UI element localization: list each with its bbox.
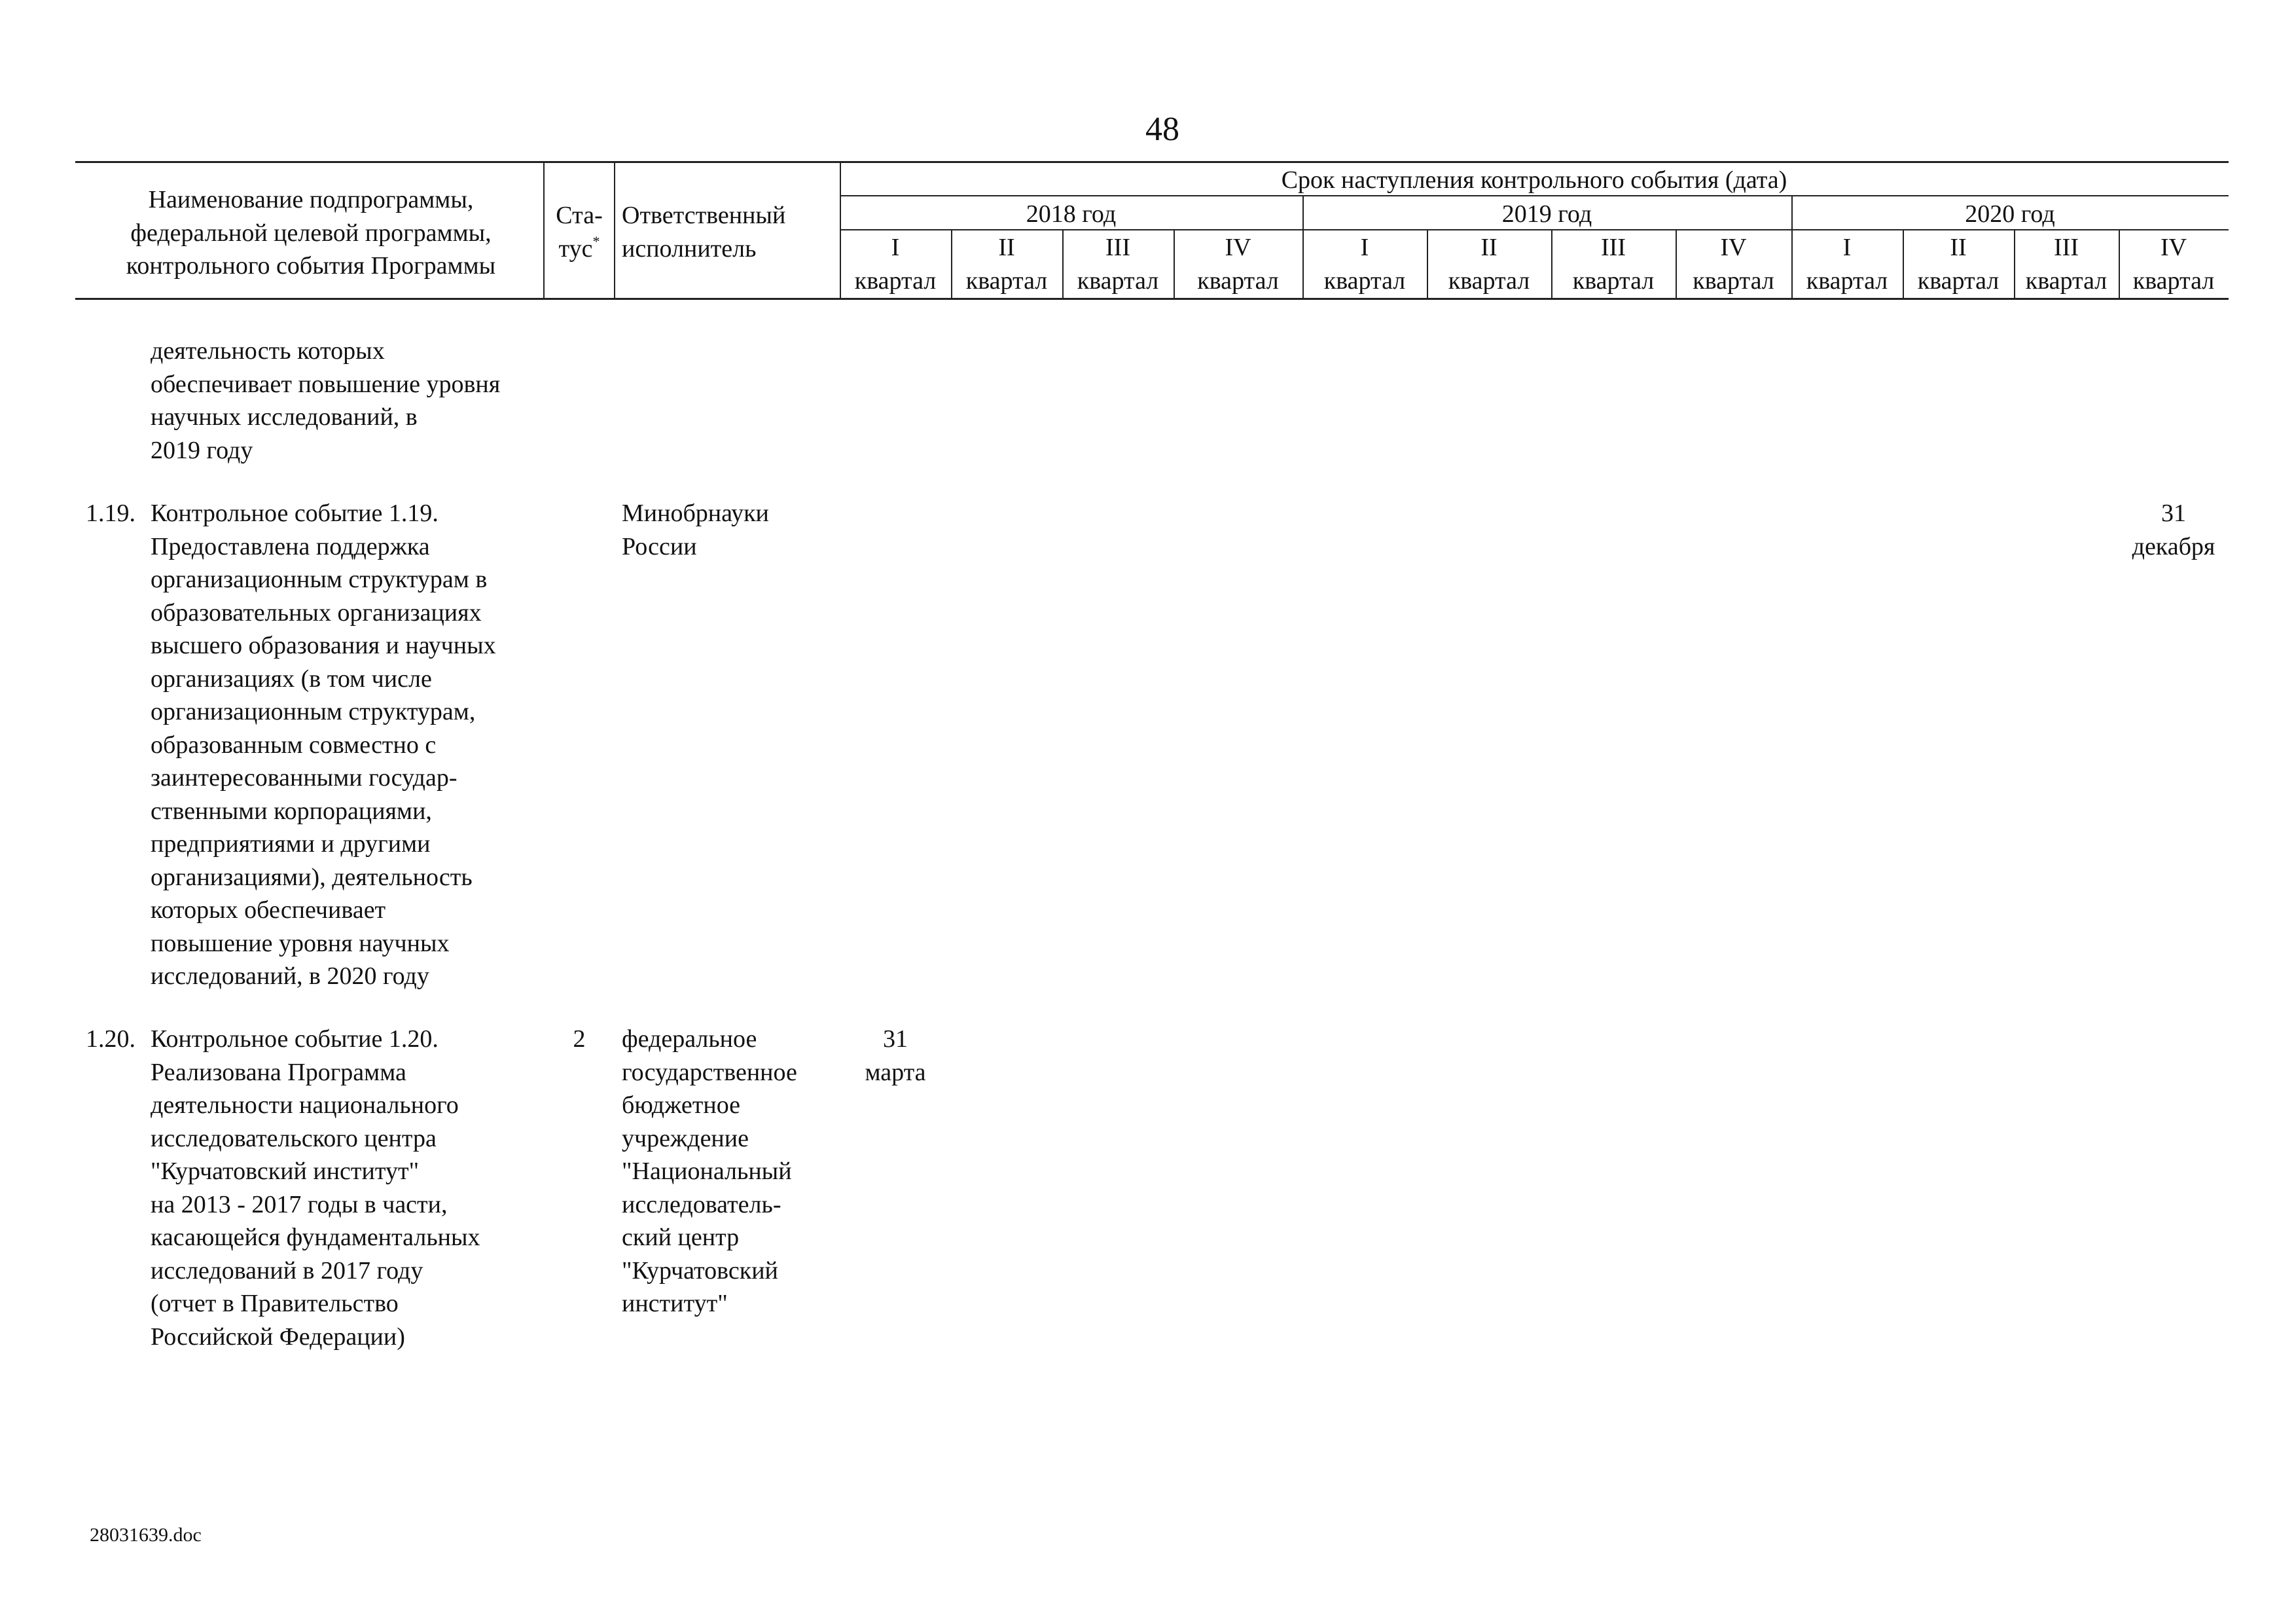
event-executor-line: институт" <box>622 1290 728 1317</box>
quarter-word: квартал <box>1197 266 1279 295</box>
quarter-numeral: II <box>998 234 1015 261</box>
name-column-header-line: Наименование подпрограммы, <box>148 186 474 213</box>
event-name-line: обеспечивает повышение уровня <box>151 370 501 398</box>
page-number: 48 <box>1145 111 1179 148</box>
quarter-numeral: III <box>2054 234 2079 261</box>
event-date-month: марта <box>865 1058 926 1086</box>
event-name-line: на 2013 - 2017 годы в части, <box>151 1190 448 1218</box>
year-2020: 2020 год <box>1965 200 2055 228</box>
quarter-header <box>1062 231 1174 297</box>
event-name-line: повышение уровня научных <box>151 929 450 957</box>
event-name-line: организациями), деятельность <box>151 863 473 891</box>
header-bottom-rule <box>75 298 2229 300</box>
event-date <box>2119 497 2229 563</box>
table-row <box>151 335 500 467</box>
quarter-numeral: I <box>891 234 900 261</box>
event-executor <box>622 497 769 563</box>
event-name-line: организационным структурам, <box>151 698 476 725</box>
quarter-numeral: III <box>1601 234 1626 261</box>
quarter-word: квартал <box>1806 266 1888 295</box>
name-column-header-line: контрольного события Программы <box>126 252 496 280</box>
quarter-word: квартал <box>1323 266 1406 295</box>
event-number: 1.19. <box>86 500 135 527</box>
quarter-header <box>1427 231 1551 297</box>
event-name-line: "Курчатовский институт" <box>151 1158 420 1185</box>
event-name-line: 2019 году <box>151 436 253 464</box>
quarter-word: квартал <box>2132 266 2215 295</box>
document-file-name: 28031639.doc <box>90 1524 202 1546</box>
quarter-numeral: I <box>1842 234 1852 261</box>
status-footnote-mark: * <box>592 232 600 249</box>
status-col-border <box>614 161 615 298</box>
quarter-numeral: II <box>1480 234 1498 261</box>
executor-column-header <box>622 199 838 265</box>
quarter-header <box>1174 231 1302 297</box>
event-status: 2 <box>573 1025 586 1053</box>
quarter-header <box>1551 231 1676 297</box>
event-name-line: исследований, в 2020 году <box>151 962 429 990</box>
status-column-header-line: тус <box>558 234 593 263</box>
executor-column-header-line: Ответственный <box>622 202 786 229</box>
event-name <box>151 1023 480 1353</box>
event-executor-line: бюджетное <box>622 1091 741 1119</box>
event-name-line: деятельность которых <box>151 337 385 365</box>
event-executor <box>622 1023 797 1321</box>
event-executor-line: учреждение <box>622 1124 749 1152</box>
quarter-header <box>2014 231 2119 297</box>
name-column-header-line: федеральной целевой программы, <box>130 219 492 247</box>
event-name-line: заинтересованными государ- <box>151 764 457 792</box>
event-date-day: 31 <box>2161 500 2186 527</box>
event-name-line: ственными корпорациями, <box>151 797 432 825</box>
event-executor-line: "Курчатовский <box>622 1256 778 1285</box>
event-date-month: декабря <box>2132 532 2215 560</box>
executor-column-header-line: исполнитель <box>622 234 757 263</box>
year-2019: 2019 год <box>1501 200 1592 228</box>
event-executor-line: исследователь- <box>622 1190 781 1218</box>
quarter-word: квартал <box>1077 266 1159 295</box>
event-name-line: касающейся фундаментальных <box>151 1224 480 1251</box>
name-column-header <box>79 183 543 283</box>
status-column-header <box>545 199 614 268</box>
quarter-header <box>951 231 1062 297</box>
event-executor-line: федеральное <box>622 1025 757 1053</box>
event-name-line: Контрольное событие 1.20. <box>151 1025 439 1053</box>
quarter-word: квартал <box>1572 266 1655 295</box>
quarter-header <box>2119 231 2229 297</box>
quarter-numeral: IV <box>1225 234 1251 261</box>
event-executor-line: ский центр <box>622 1224 740 1251</box>
event-name-line: образованным совместно с <box>151 731 437 759</box>
event-executor-line: государственное <box>622 1058 797 1086</box>
event-name-line: организационным структурам в <box>151 566 488 593</box>
event-name <box>151 497 496 993</box>
event-name-line: Контрольное событие 1.19. <box>151 500 439 527</box>
event-name-line: организациях (в том числе <box>151 665 432 693</box>
deadline-title: Срок наступления контрольного события (дата) <box>1281 166 1787 194</box>
event-name-line: предприятиями и другими <box>151 830 431 858</box>
event-name-line: Российской Федерации) <box>151 1322 405 1351</box>
event-name-line: образовательных организациях <box>151 598 482 627</box>
event-date-day: 31 <box>883 1025 908 1053</box>
quarter-header <box>1903 231 2014 297</box>
quarter-word: квартал <box>1917 266 2000 295</box>
quarter-header <box>1676 231 1791 297</box>
event-name-line: деятельности национального <box>151 1091 459 1119</box>
year-2018: 2018 год <box>1026 200 1117 228</box>
quarter-numeral: I <box>1360 234 1369 261</box>
event-executor-line: "Национальный <box>622 1158 792 1185</box>
quarter-word: квартал <box>2025 266 2108 295</box>
event-name-line: исследовательского центра <box>151 1124 437 1152</box>
event-executor-line: Минобрнауки <box>622 500 769 527</box>
event-date <box>840 1023 951 1089</box>
quarter-word: квартал <box>854 266 937 295</box>
quarter-header <box>1302 231 1427 297</box>
quarter-numeral: II <box>1950 234 1967 261</box>
quarter-numeral: IV <box>2160 234 2187 261</box>
quarter-word: квартал <box>1448 266 1530 295</box>
quarter-numeral: III <box>1105 234 1130 261</box>
quarter-header <box>1791 231 1903 297</box>
quarter-word: квартал <box>1693 266 1774 295</box>
event-name-line: Реализована Программа <box>151 1058 406 1086</box>
header-top-rule <box>75 161 2229 163</box>
event-name-line: исследований в 2017 году <box>151 1256 423 1285</box>
quarter-numeral: IV <box>1720 234 1747 261</box>
event-name-line: научных исследований, в <box>151 403 418 431</box>
event-number: 1.20. <box>86 1025 135 1053</box>
event-name-line: которых обеспечивает <box>151 896 386 924</box>
event-executor-line: России <box>622 532 697 560</box>
status-column-header-line: Ста- <box>556 202 603 229</box>
event-name-line: высшего образования и научных <box>151 632 496 659</box>
quarter-word: квартал <box>965 266 1048 295</box>
event-name-line: (отчет в Правительство <box>151 1290 399 1317</box>
event-name-line: Предоставлена поддержка <box>151 532 430 560</box>
quarter-header <box>840 231 951 297</box>
